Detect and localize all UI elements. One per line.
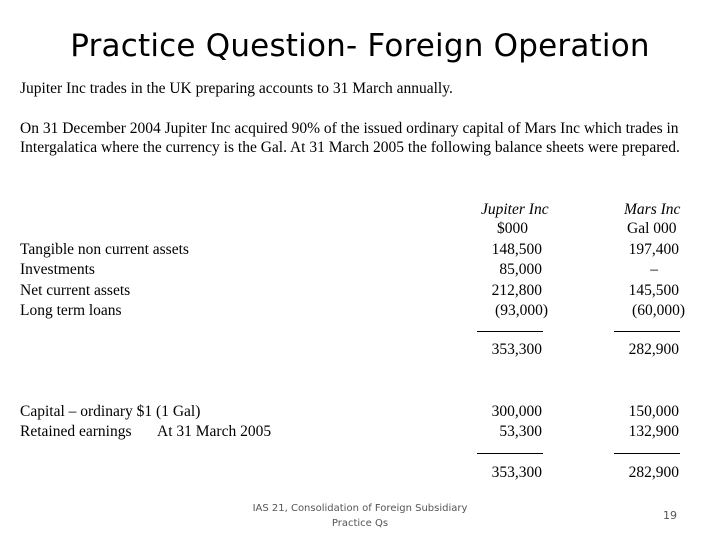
column-unit-mars: Gal 000 [627,220,677,237]
slide-footer [240,501,480,531]
value-jupiter-investments: 85,000 [499,261,542,278]
total-jupiter-net-assets: 353,300 [491,341,542,358]
equity-rule-jupiter [477,453,543,454]
row-label-retained-earnings-date: At 31 March 2005 [157,423,272,440]
value-mars-tangible-assets: 197,400 [628,241,679,258]
footer-line-2: Practice Qs [331,518,389,529]
total-jupiter-equity: 353,300 [491,464,542,481]
slide-title: Practice Question- Foreign Operation [70,28,650,64]
value-mars-net-current-assets: 145,500 [628,282,679,299]
column-header-jupiter: Jupiter Inc [481,201,549,218]
intro-paragraph: Jupiter Inc trades in the UK preparing accounts to 31 March annually. [20,80,453,97]
row-label-investments: Investments [20,261,95,278]
value-jupiter-capital: 300,000 [491,403,542,420]
column-unit-jupiter: $000 [497,220,528,237]
row-label-long-term-loans: Long term loans [20,302,122,319]
value-mars-retained-earnings: 132,900 [628,423,679,440]
value-jupiter-retained-earnings: 53,300 [499,423,542,440]
total-mars-net-assets: 282,900 [628,341,679,358]
subtotal-rule-mars [614,331,680,332]
acquisition-paragraph: On 31 December 2004 Jupiter Inc acquired 90% of the issued ordinary capital of Mars Inc which trades in Intergalatica where the currency is the Gal. At 31 March 2005 the following balance sheets were prepared. [20,120,680,156]
value-mars-long-term-loans: (60,000) [632,302,685,319]
equity-rule-mars [614,453,680,454]
column-header-mars: Mars Inc [624,201,681,218]
value-mars-investments: – [650,261,658,278]
footer-line-1: IAS 21, Consolidation of Foreign Subsidiary [252,503,468,514]
value-jupiter-tangible-assets: 148,500 [491,241,542,258]
row-label-tangible-assets: Tangible non current assets [20,241,189,258]
value-jupiter-long-term-loans: (93,000) [495,302,548,319]
total-mars-equity: 282,900 [628,464,679,481]
row-label-net-current-assets: Net current assets [20,282,131,299]
value-jupiter-net-current-assets: 212,800 [491,282,542,299]
value-mars-capital: 150,000 [628,403,679,420]
subtotal-rule-jupiter [477,331,543,332]
page-number: 19 [663,509,677,522]
row-label-capital: Capital – ordinary $1 (1 Gal) [20,403,201,420]
row-label-retained-earnings: Retained earnings [20,423,132,440]
